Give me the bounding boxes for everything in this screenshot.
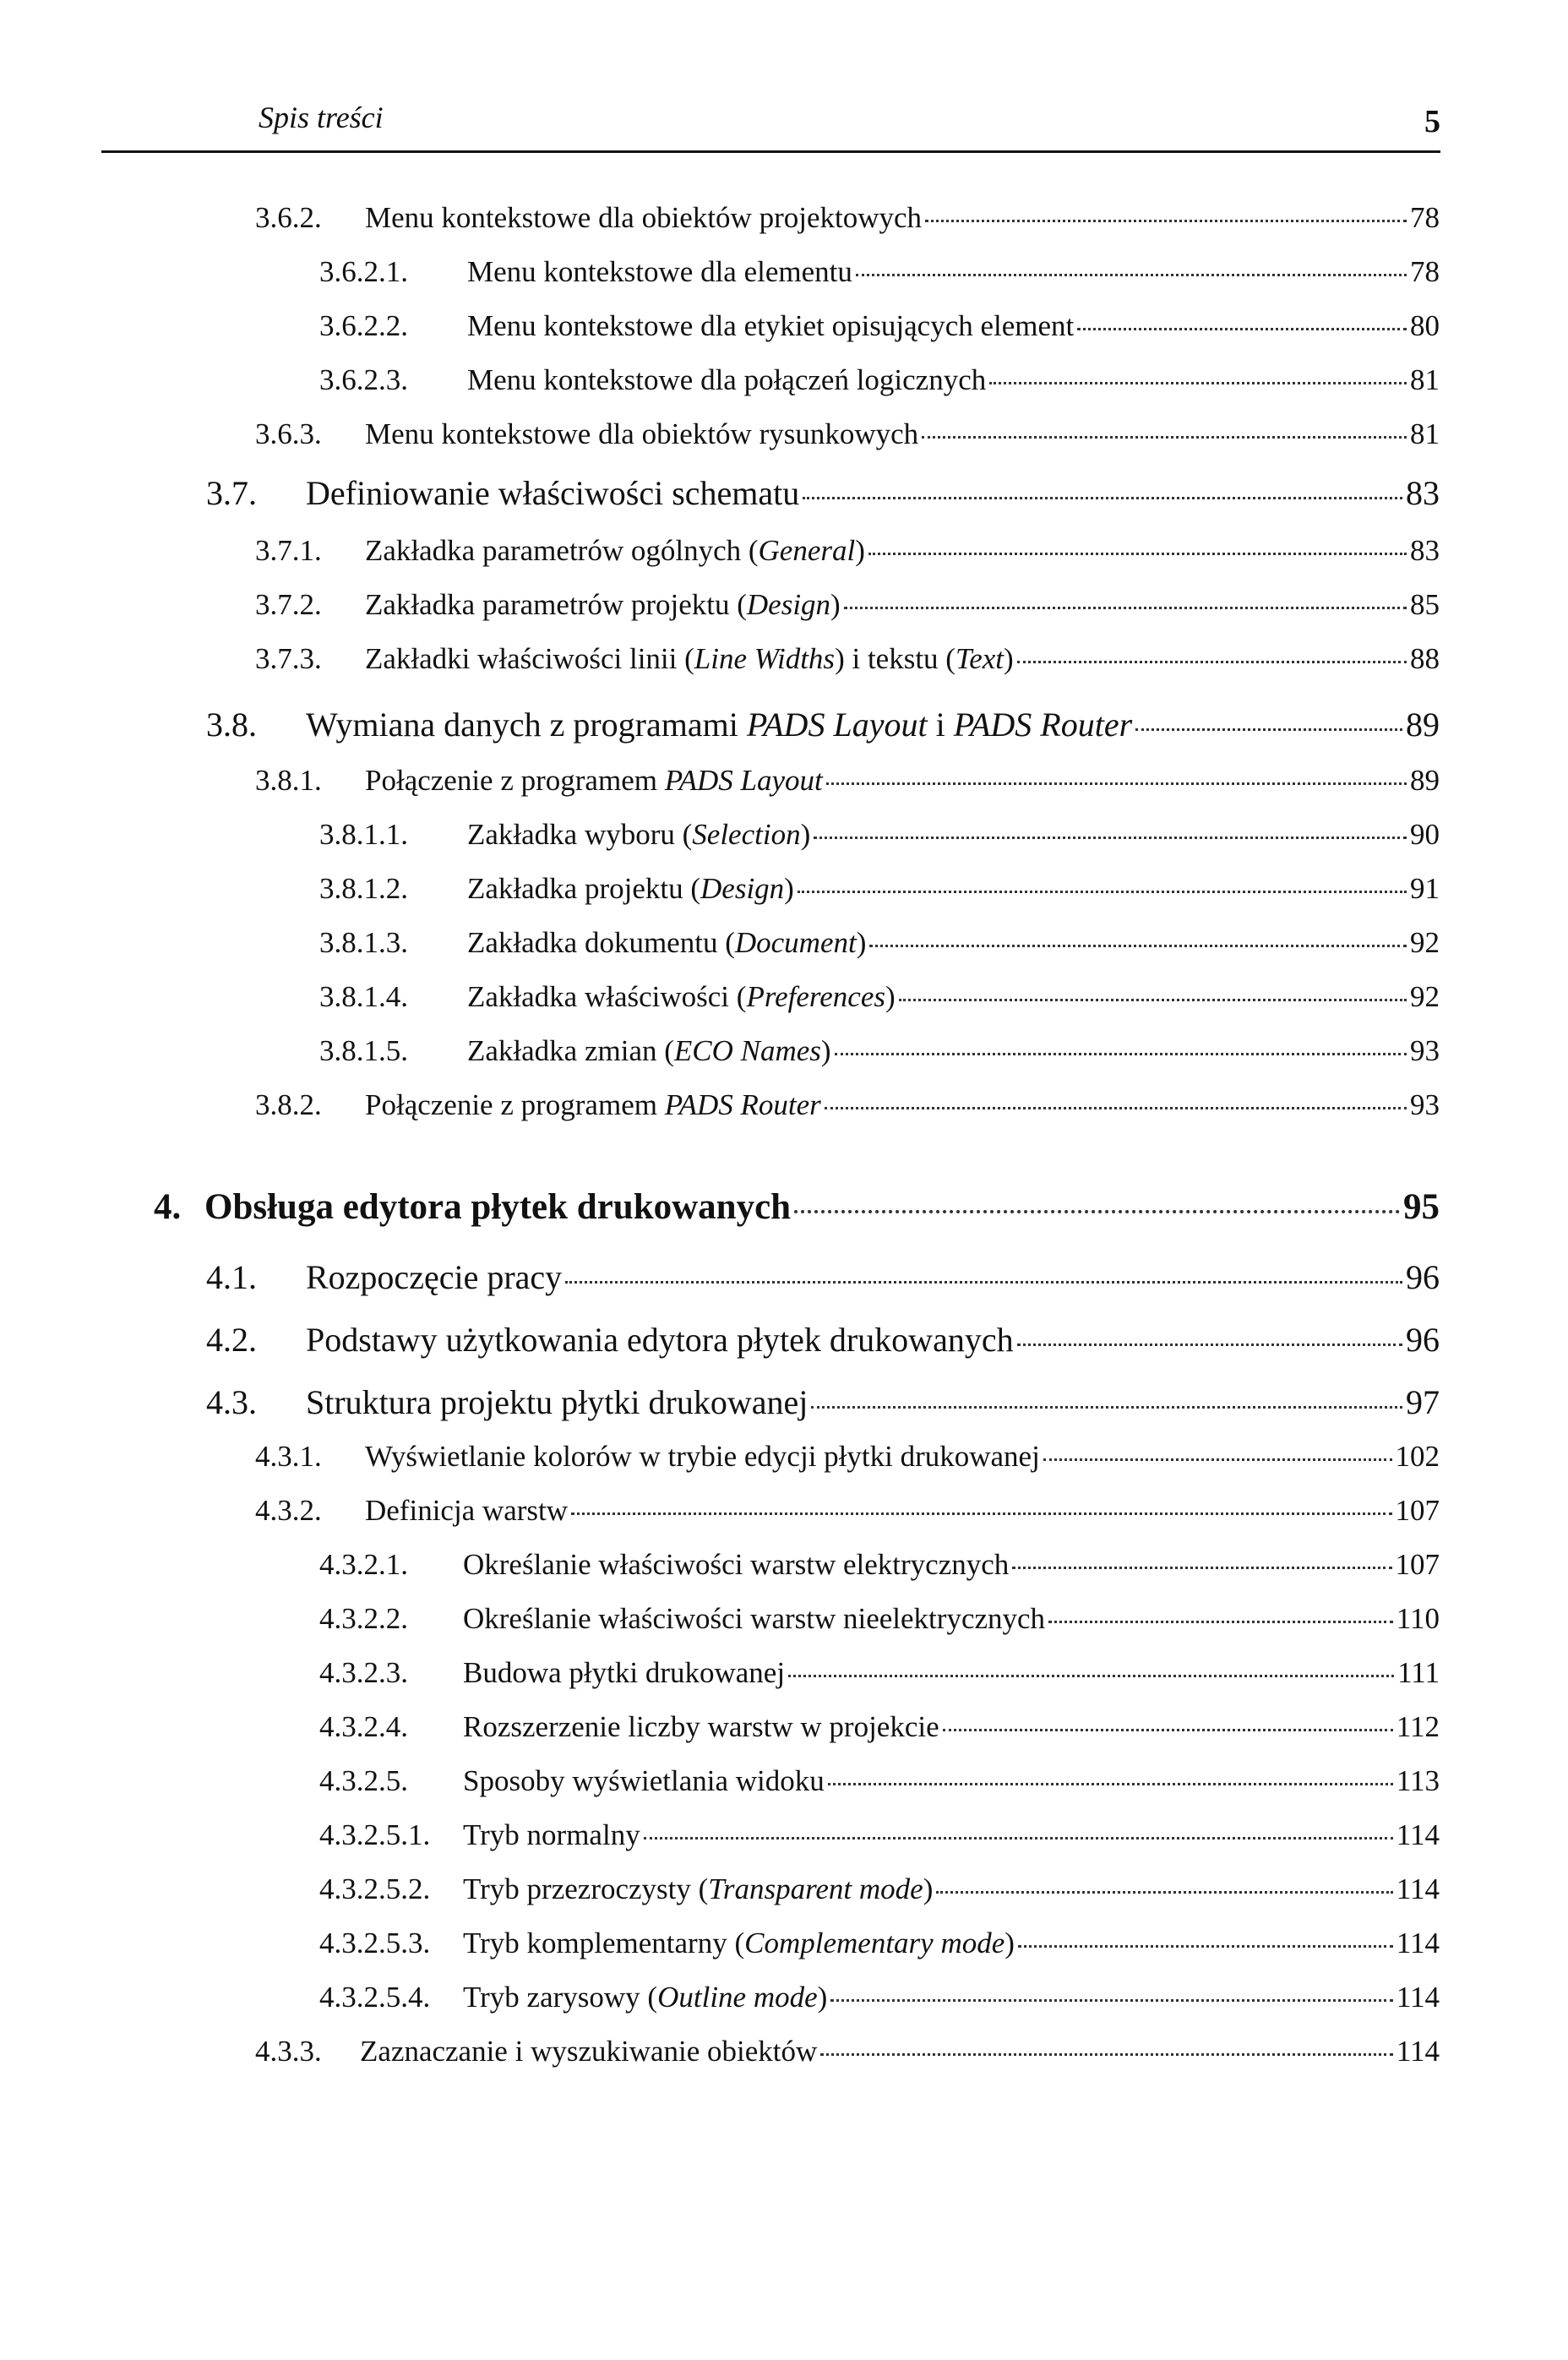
- toc-page: 114: [1396, 1818, 1440, 1851]
- toc-label: Zakładka właściwości (Preferences): [467, 980, 896, 1013]
- toc-page: 93: [1410, 1034, 1440, 1067]
- toc-page: 78: [1410, 201, 1440, 234]
- toc-label: Podstawy użytkowania edytora płytek drukowanych: [306, 1321, 1014, 1359]
- toc-entry[interactable]: [319, 1656, 1440, 1690]
- toc-page: 107: [1395, 1548, 1440, 1581]
- toc-number: 4.3.2.: [255, 1494, 322, 1527]
- toc-number: 4.3.2.5.3.: [319, 1927, 431, 1959]
- toc-number: 3.8.1.4.: [319, 980, 408, 1013]
- toc-number: 3.7.3.: [255, 642, 322, 675]
- toc-number: 3.6.2.3.: [319, 363, 408, 396]
- toc-page: 111: [1397, 1656, 1440, 1689]
- toc-label: Budowa płytki drukowanej: [463, 1656, 786, 1689]
- toc-page: 114: [1396, 1927, 1440, 1959]
- toc-number: 3.8.: [206, 706, 257, 744]
- toc-page: 89: [1406, 706, 1440, 744]
- leader-dots: [936, 1891, 1392, 1894]
- leader-dots: [1017, 661, 1407, 663]
- toc-label: Zaznaczanie i wyszukiwanie obiektów: [360, 2035, 818, 2068]
- toc-label: Zakładka projektu (Design): [467, 872, 794, 905]
- toc-label: Menu kontekstowe dla etykiet opisujących element: [467, 309, 1075, 342]
- toc-entry[interactable]: [255, 1440, 1440, 1474]
- leader-dots: [830, 1999, 1393, 2002]
- leader-dots: [803, 497, 1402, 499]
- toc-label: Zakładka zmian (ECO Names): [467, 1034, 831, 1067]
- toc-label: Zakładka dokumentu (Document): [467, 926, 867, 959]
- leader-dots: [571, 1512, 1391, 1515]
- toc-number: 3.8.1.3.: [319, 926, 408, 959]
- toc-number: 4.3.2.5.2.: [319, 1872, 431, 1905]
- toc-page: 114: [1396, 2035, 1440, 2068]
- leader-dots: [1135, 728, 1402, 731]
- toc-page: 96: [1406, 1321, 1440, 1359]
- leader-dots: [989, 382, 1407, 384]
- toc-page: 114: [1396, 1981, 1440, 2014]
- toc-entry[interactable]: [255, 2035, 1440, 2068]
- toc-label: Wyświetlanie kolorów w trybie edycji płytki drukowanej: [365, 1440, 1040, 1473]
- toc-label: Struktura projektu płytki drukowanej: [306, 1383, 808, 1421]
- toc-entry[interactable]: [206, 705, 1440, 744]
- toc-entry[interactable]: [255, 417, 1440, 451]
- toc-label: Obsługa edytora płytek drukowanych: [204, 1187, 792, 1227]
- toc-label: Tryb normalny: [463, 1818, 640, 1851]
- leader-dots: [922, 436, 1407, 439]
- toc-chapter-entry[interactable]: [154, 1186, 1440, 1228]
- toc-entry[interactable]: [319, 1818, 1440, 1852]
- page-number: 5: [1424, 104, 1440, 139]
- toc-entry[interactable]: [319, 1764, 1440, 1798]
- toc-label: Menu kontekstowe dla obiektów rysunkowych: [365, 417, 919, 450]
- toc-label: Tryb komplementarny (Complementary mode): [463, 1927, 1015, 1959]
- toc-label: Sposoby wyświetlania widoku: [463, 1764, 825, 1797]
- leader-dots: [844, 607, 1407, 609]
- toc-label: Definiowanie właściwości schematu: [306, 474, 800, 512]
- toc-entry[interactable]: [255, 1088, 1440, 1122]
- toc-entry[interactable]: [255, 764, 1440, 798]
- toc-page: 110: [1396, 1602, 1440, 1635]
- toc-page: 92: [1410, 926, 1440, 959]
- toc-page: 81: [1410, 363, 1440, 396]
- toc-number: 3.8.1.5.: [319, 1034, 408, 1067]
- toc-page: 85: [1410, 588, 1440, 621]
- toc-number: 3.6.2.2.: [319, 309, 408, 342]
- toc-entry[interactable]: [206, 1382, 1440, 1422]
- leader-dots: [856, 274, 1407, 276]
- toc-entry[interactable]: [319, 1927, 1440, 1960]
- toc-page: 95: [1403, 1187, 1440, 1227]
- toc-entry[interactable]: [255, 642, 1440, 676]
- toc-entry[interactable]: [319, 1602, 1440, 1636]
- toc-page: 83: [1410, 534, 1440, 567]
- toc-label: Zakładki właściwości linii (Line Widths) i tekstu (Text): [365, 642, 1014, 675]
- toc-number: 3.8.2.: [255, 1088, 322, 1121]
- toc-number: 4.3.: [206, 1383, 257, 1421]
- toc-entry[interactable]: [319, 818, 1440, 852]
- leader-dots: [925, 220, 1407, 222]
- leader-dots: [814, 837, 1407, 839]
- toc-number: 4.3.2.5.: [319, 1764, 408, 1797]
- toc-label: Rozpoczęcie pracy: [306, 1258, 563, 1296]
- toc-page: 102: [1395, 1440, 1440, 1473]
- page-header: [101, 100, 1440, 153]
- leader-dots: [1012, 1567, 1391, 1569]
- leader-dots: [869, 945, 1407, 947]
- toc-entry[interactable]: [206, 1320, 1440, 1360]
- toc-number: 4.3.2.1.: [319, 1548, 408, 1581]
- toc-page: 80: [1410, 309, 1440, 342]
- leader-dots: [943, 1729, 1393, 1731]
- toc-number: 3.6.2.: [255, 201, 322, 234]
- toc-label: Określanie właściwości warstw elektrycznych: [463, 1548, 1010, 1581]
- leader-dots: [1018, 1945, 1393, 1948]
- toc-entry[interactable]: [319, 255, 1440, 289]
- leader-dots: [828, 1783, 1393, 1785]
- leader-dots: [644, 1837, 1393, 1839]
- toc-label: Tryb zarysowy (Outline mode): [463, 1981, 828, 2014]
- toc-page: 93: [1410, 1088, 1440, 1121]
- toc-entry[interactable]: [206, 1257, 1440, 1297]
- toc-label: Zakładka wyboru (Selection): [467, 818, 811, 851]
- toc-page: 114: [1396, 1872, 1440, 1905]
- leader-dots: [868, 553, 1407, 555]
- toc-entry[interactable]: [255, 534, 1440, 568]
- toc-entry[interactable]: [319, 980, 1440, 1014]
- toc-page: 89: [1410, 764, 1440, 797]
- toc-number: 4.3.2.3.: [319, 1656, 408, 1689]
- toc-number: 3.8.1.1.: [319, 818, 408, 851]
- toc-label: Zakładka parametrów projektu (Design): [365, 588, 841, 621]
- toc-label: Wymiana danych z programami PADS Layout i PADS Router: [306, 706, 1133, 744]
- toc-page: 92: [1410, 980, 1440, 1013]
- toc-entry[interactable]: [255, 201, 1440, 235]
- toc-number: 4.3.2.2.: [319, 1602, 408, 1635]
- toc-label: Menu kontekstowe dla połączeń logicznych: [467, 363, 987, 396]
- toc-entry[interactable]: [319, 309, 1440, 343]
- toc-number: 4.3.1.: [255, 1440, 322, 1473]
- toc-number: 3.7.2.: [255, 588, 322, 621]
- leader-dots: [1017, 1344, 1402, 1346]
- toc-entry[interactable]: [319, 1548, 1440, 1582]
- leader-dots: [811, 1406, 1402, 1409]
- toc-page: 107: [1395, 1494, 1440, 1527]
- leader-dots: [1048, 1621, 1393, 1623]
- toc-number: 3.8.1.: [255, 764, 322, 797]
- toc-entry[interactable]: [319, 1034, 1440, 1068]
- toc-number: 3.7.: [206, 474, 257, 512]
- leader-dots: [565, 1281, 1402, 1284]
- toc-number: 4.3.2.5.1.: [319, 1818, 431, 1851]
- toc-number: 3.7.1.: [255, 534, 322, 567]
- leader-dots: [798, 891, 1407, 893]
- toc-page: 113: [1396, 1764, 1440, 1797]
- toc-page: 112: [1396, 1710, 1440, 1743]
- toc-number: 4.2.: [206, 1321, 257, 1359]
- leader-dots: [826, 782, 1407, 785]
- toc-label: Określanie właściwości warstw nieelektrycznych: [463, 1602, 1046, 1635]
- toc-page: 88: [1410, 642, 1440, 675]
- toc-page: 83: [1406, 474, 1440, 512]
- toc-entry[interactable]: [319, 1710, 1440, 1744]
- toc-entry[interactable]: [319, 926, 1440, 960]
- toc-page: 91: [1410, 872, 1440, 905]
- leader-dots: [820, 2053, 1392, 2056]
- toc-number: 4.3.2.5.4.: [319, 1981, 431, 2014]
- toc-page: 97: [1406, 1383, 1440, 1421]
- toc-page: 78: [1410, 255, 1440, 288]
- toc-page: 81: [1410, 417, 1440, 450]
- toc-label: Zakładka parametrów ogólnych (General): [365, 534, 865, 567]
- leader-dots: [788, 1675, 1394, 1677]
- toc-number: 4.1.: [206, 1258, 257, 1296]
- leader-dots: [835, 1053, 1407, 1055]
- toc-label: Połączenie z programem PADS Router: [365, 1088, 821, 1121]
- leader-dots: [899, 999, 1407, 1001]
- toc-number: 3.6.3.: [255, 417, 322, 450]
- leader-dots: [1043, 1458, 1392, 1461]
- toc-entry[interactable]: [319, 1872, 1440, 1906]
- leader-dots: [794, 1210, 1400, 1213]
- toc-number: 4.3.3.: [255, 2035, 322, 2068]
- toc-label: Rozszerzenie liczby warstw w projekcie: [463, 1710, 939, 1743]
- leader-dots: [1077, 328, 1407, 330]
- toc-number: 4.3.2.4.: [319, 1710, 408, 1743]
- leader-dots: [825, 1107, 1407, 1109]
- toc-label: Tryb przezroczysty (Transparent mode): [463, 1872, 934, 1905]
- toc-entry[interactable]: [319, 872, 1440, 906]
- toc-label: Definicja warstw: [365, 1494, 569, 1527]
- toc-entry[interactable]: [319, 1981, 1440, 2014]
- toc-number: 3.8.1.2.: [319, 872, 408, 905]
- toc-number: 3.6.2.1.: [319, 255, 408, 288]
- running-title: Spis treści: [259, 101, 384, 134]
- toc-entry[interactable]: [319, 363, 1440, 397]
- toc-label: Połączenie z programem PADS Layout: [365, 764, 823, 797]
- toc-entry[interactable]: [206, 473, 1440, 513]
- toc-entry[interactable]: [255, 588, 1440, 622]
- toc-number: 4.: [154, 1187, 182, 1227]
- toc-page: 90: [1410, 818, 1440, 851]
- toc-label: Menu kontekstowe dla elementu: [467, 255, 852, 288]
- toc-page: 96: [1406, 1258, 1440, 1296]
- toc-entry[interactable]: [255, 1494, 1440, 1528]
- toc-label: Menu kontekstowe dla obiektów projektowych: [365, 201, 923, 234]
